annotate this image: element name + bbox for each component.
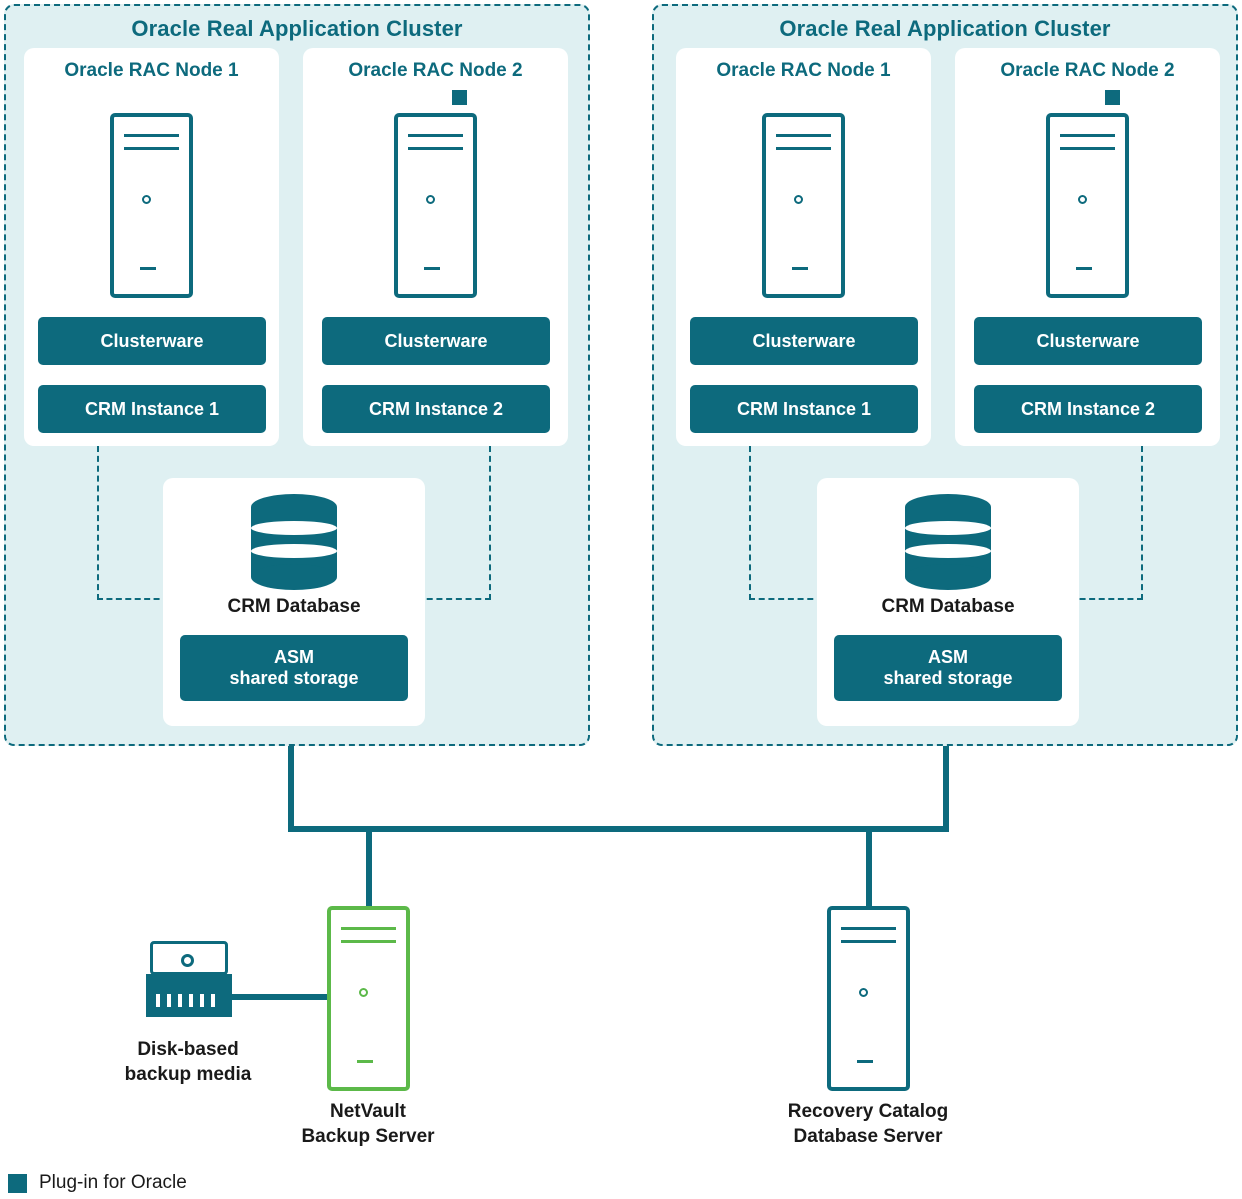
crm-database-label-1: CRM Database bbox=[227, 596, 361, 617]
server-tower-icon-1-1 bbox=[110, 113, 193, 298]
bus-drop-recovery-catalog bbox=[866, 826, 872, 908]
database-cylinder-icon-2 bbox=[905, 494, 991, 590]
recovery-catalog-line1: Recovery Catalog bbox=[787, 1101, 949, 1122]
crm-instance-pill-1-1: CRM Instance 1 bbox=[38, 385, 266, 433]
crm-database-label-2: CRM Database bbox=[881, 596, 1015, 617]
rac-node-title-2-2: Oracle RAC Node 2 bbox=[1000, 60, 1175, 81]
disk-media-line1: Disk-based bbox=[137, 1039, 239, 1060]
clusterware-pill-2-2: Clusterware bbox=[974, 317, 1202, 365]
clusterware-pill-1-2: Clusterware bbox=[322, 317, 550, 365]
dashed-connector-1-right-h bbox=[417, 598, 491, 600]
dashed-connector-1-right bbox=[489, 446, 491, 600]
dashed-connector-1-left bbox=[97, 446, 99, 600]
server-tower-icon-2-1 bbox=[762, 113, 845, 298]
crm-instance-pill-2-2: CRM Instance 2 bbox=[974, 385, 1202, 433]
netvault-server-icon bbox=[327, 906, 410, 1091]
dashed-connector-2-right bbox=[1141, 446, 1143, 600]
legend-label: Plug-in for Oracle bbox=[39, 1172, 187, 1193]
bus-drop-cluster-1 bbox=[288, 746, 294, 832]
recovery-catalog-caption bbox=[768, 1100, 968, 1149]
rac-node-title-1-1: Oracle RAC Node 1 bbox=[64, 60, 239, 81]
netvault-line1: NetVault bbox=[329, 1101, 407, 1122]
disk-media-caption bbox=[88, 1038, 288, 1087]
crm-instance-pill-1-2: CRM Instance 2 bbox=[322, 385, 550, 433]
netvault-server-caption bbox=[268, 1100, 468, 1149]
asm-storage-line2: shared storage bbox=[229, 668, 359, 688]
legend bbox=[8, 1172, 187, 1194]
clusterware-pill-2-1: Clusterware bbox=[690, 317, 918, 365]
asm-storage-line1: ASM bbox=[274, 647, 314, 668]
link-disk-to-netvault bbox=[232, 994, 330, 1000]
dashed-connector-2-left-h bbox=[749, 598, 823, 600]
disk-media-line2: backup media bbox=[124, 1063, 252, 1085]
asm-storage-line2-2: shared storage bbox=[883, 668, 1013, 688]
server-tower-icon-1-2 bbox=[394, 113, 477, 298]
asm-storage-pill-2 bbox=[834, 635, 1062, 701]
asm-storage-pill-1 bbox=[180, 635, 408, 701]
asm-storage-line1-2: ASM bbox=[928, 647, 968, 668]
plugin-marker-icon-2-2 bbox=[1105, 90, 1120, 105]
rac-node-title-2-1: Oracle RAC Node 1 bbox=[716, 60, 891, 81]
dashed-connector-2-left bbox=[749, 446, 751, 600]
netvault-line2: Backup Server bbox=[301, 1125, 435, 1147]
cluster-title-1: Oracle Real Application Cluster bbox=[131, 16, 463, 41]
bus-drop-cluster-2 bbox=[943, 746, 949, 832]
legend-swatch-icon bbox=[8, 1174, 27, 1193]
recovery-catalog-server-icon bbox=[827, 906, 910, 1091]
bus-horizontal bbox=[288, 826, 949, 832]
disk-media-icon bbox=[146, 941, 232, 1019]
cluster-title-2: Oracle Real Application Cluster bbox=[779, 16, 1111, 41]
plugin-marker-icon-1-2 bbox=[452, 90, 467, 105]
bus-drop-netvault bbox=[366, 826, 372, 908]
recovery-catalog-line2: Database Server bbox=[793, 1125, 943, 1147]
rac-node-title-1-2: Oracle RAC Node 2 bbox=[348, 60, 523, 81]
dashed-connector-2-right-h bbox=[1070, 598, 1143, 600]
dashed-connector-1-left-h bbox=[97, 598, 169, 600]
crm-instance-pill-2-1: CRM Instance 1 bbox=[690, 385, 918, 433]
server-tower-icon-2-2 bbox=[1046, 113, 1129, 298]
database-cylinder-icon-1 bbox=[251, 494, 337, 590]
clusterware-pill-1-1: Clusterware bbox=[38, 317, 266, 365]
